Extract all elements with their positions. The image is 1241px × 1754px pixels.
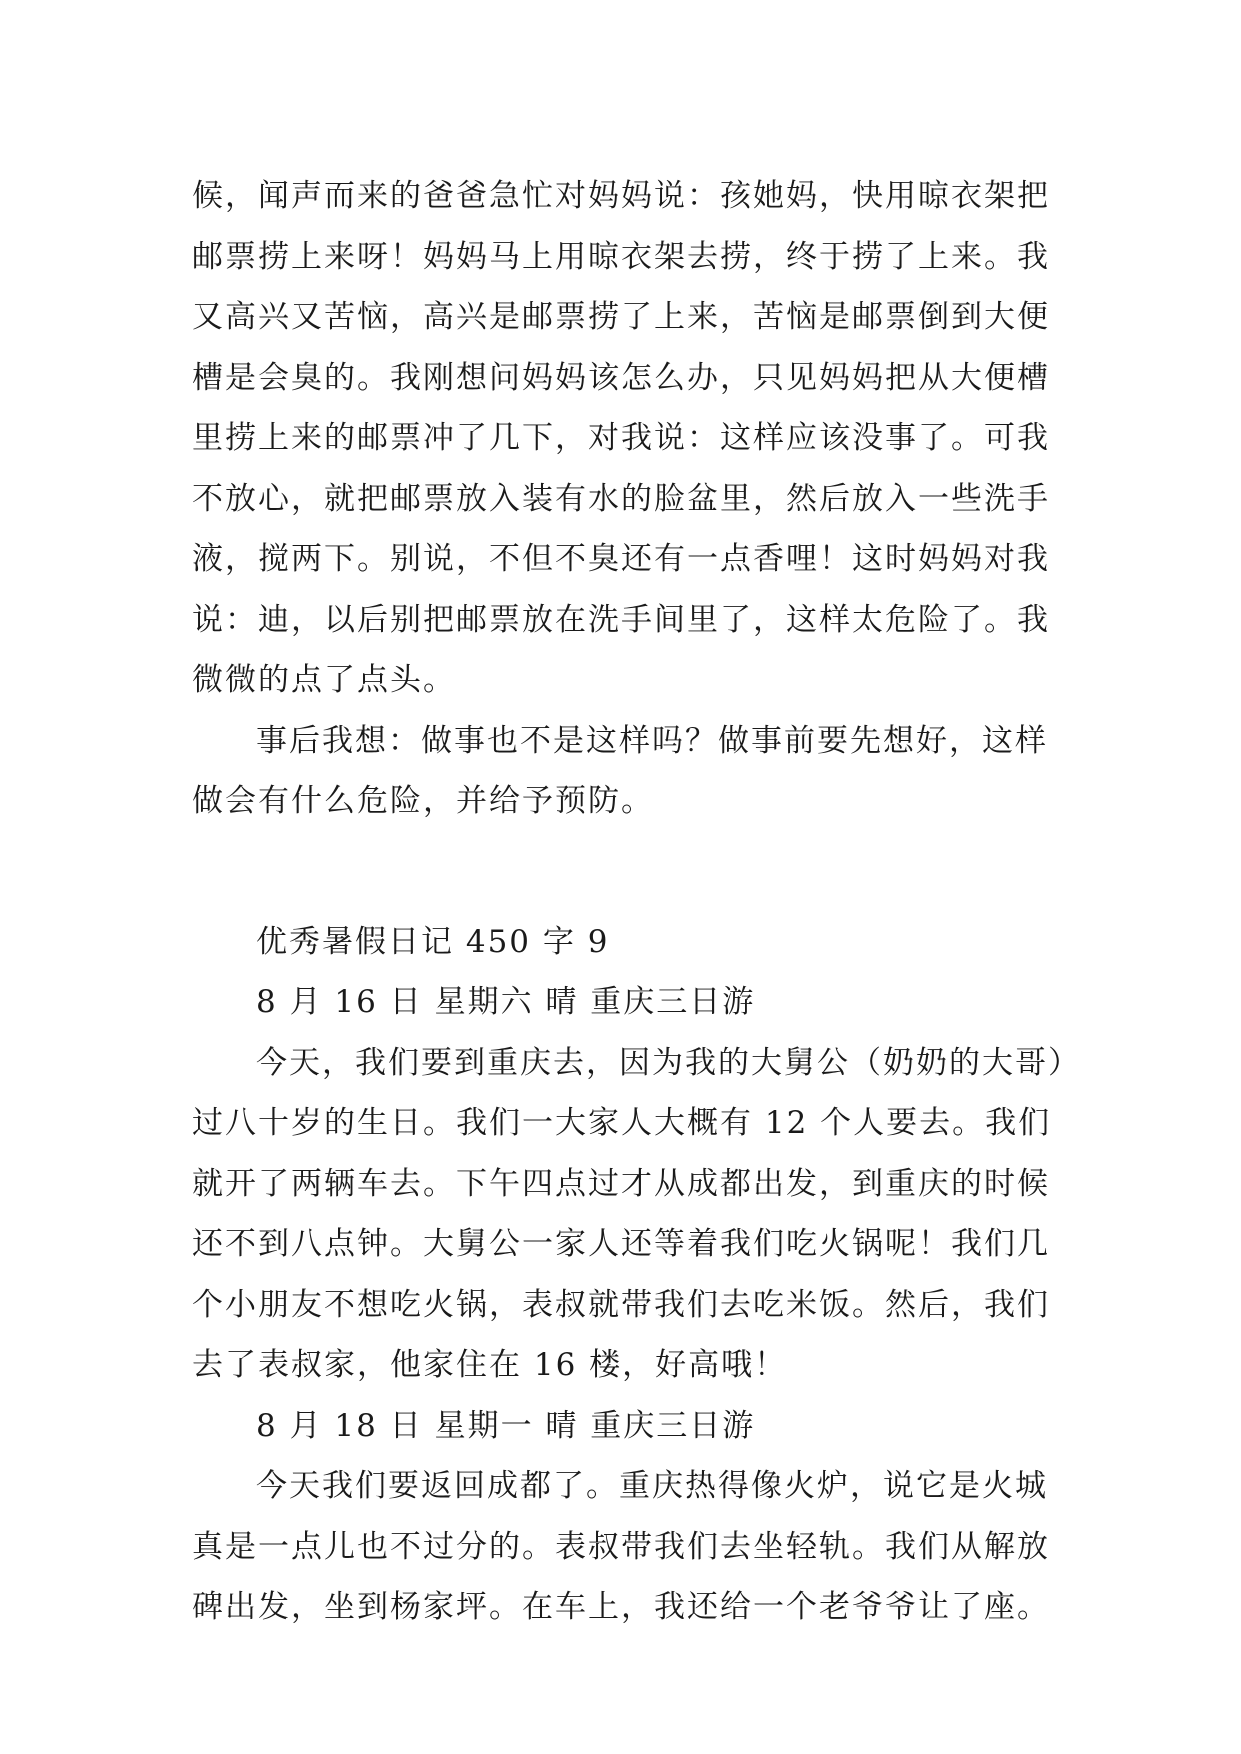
text-line: 过八十岁的生日。我们一大家人大概有 12 个人要去。我们 xyxy=(192,1105,1052,1141)
text-line: 就开了两辆车去。下午四点过才从成都出发，到重庆的时候 xyxy=(192,1165,1050,1202)
text-line: 个小朋友不想吃火锅，表叔就带我们去吃米饭。然后，我们 xyxy=(192,1286,1050,1323)
text-line: 做会有什么危险，并给予预防。 xyxy=(192,783,654,819)
text-line: 又高兴又苦恼，高兴是邮票捞了上来，苦恼是邮票倒到大便 xyxy=(192,299,1050,335)
text-line: 今天我们要返回成都了。重庆热得像火炉，说它是火城 xyxy=(256,1468,1048,1504)
text-line: 说：迪，以后别把邮票放在洗手间里了，这样太危险了。我 xyxy=(192,601,1050,638)
text-line: 候，闻声而来的爸爸急忙对妈妈说：孩她妈，快用晾衣架把 xyxy=(192,178,1050,214)
text-line: 还不到八点钟。大舅公一家人还等着我们吃火锅呢！我们几 xyxy=(192,1226,1050,1262)
section-title: 优秀暑假日记 450 字 9 xyxy=(256,923,610,960)
paragraph-diary-entry xyxy=(192,1033,1081,1396)
text-line: 槽是会臭的。我刚想问妈妈该怎么办，只见妈妈把从大便槽 xyxy=(192,359,1050,396)
text-line: 邮票捞上来呀！妈妈马上用晾衣架去捞，终于捞了上来。我 xyxy=(192,238,1050,275)
diary-entry-heading: 8 月 18 日 星期一 晴 重庆三日游 xyxy=(256,1407,756,1444)
paragraph-diary-entry xyxy=(192,1456,1052,1638)
paragraph-story-continuation xyxy=(192,166,1052,711)
text-line: 今天，我们要到重庆去，因为我的大舅公（奶奶的大哥） xyxy=(256,1044,1081,1081)
text-line: 里捞上来的邮票冲了几下，对我说：这样应该没事了。可我 xyxy=(192,420,1050,456)
paragraph-reflection xyxy=(192,711,1052,832)
document-body xyxy=(192,166,1081,1638)
text-line: 微微的点了点头。 xyxy=(192,662,456,698)
diary-entry-heading: 8 月 16 日 星期六 晴 重庆三日游 xyxy=(256,984,756,1020)
text-line: 液，搅两下。别说，不但不臭还有一点香哩！这时妈妈对我 xyxy=(192,541,1050,577)
section-spacer xyxy=(192,832,1052,912)
text-line: 真是一点儿也不过分的。表叔带我们去坐轻轨。我们从解放 xyxy=(192,1528,1050,1565)
text-line: 去了表叔家，他家住在 16 楼，好高哦！ xyxy=(192,1347,788,1383)
text-line: 不放心，就把邮票放入装有水的脸盆里，然后放入一些洗手 xyxy=(192,480,1050,517)
text-line: 碑出发，坐到杨家坪。在车上，我还给一个老爷爷让了座。 xyxy=(192,1589,1050,1625)
text-line: 事后我想：做事也不是这样吗？做事前要先想好，这样 xyxy=(256,722,1048,759)
